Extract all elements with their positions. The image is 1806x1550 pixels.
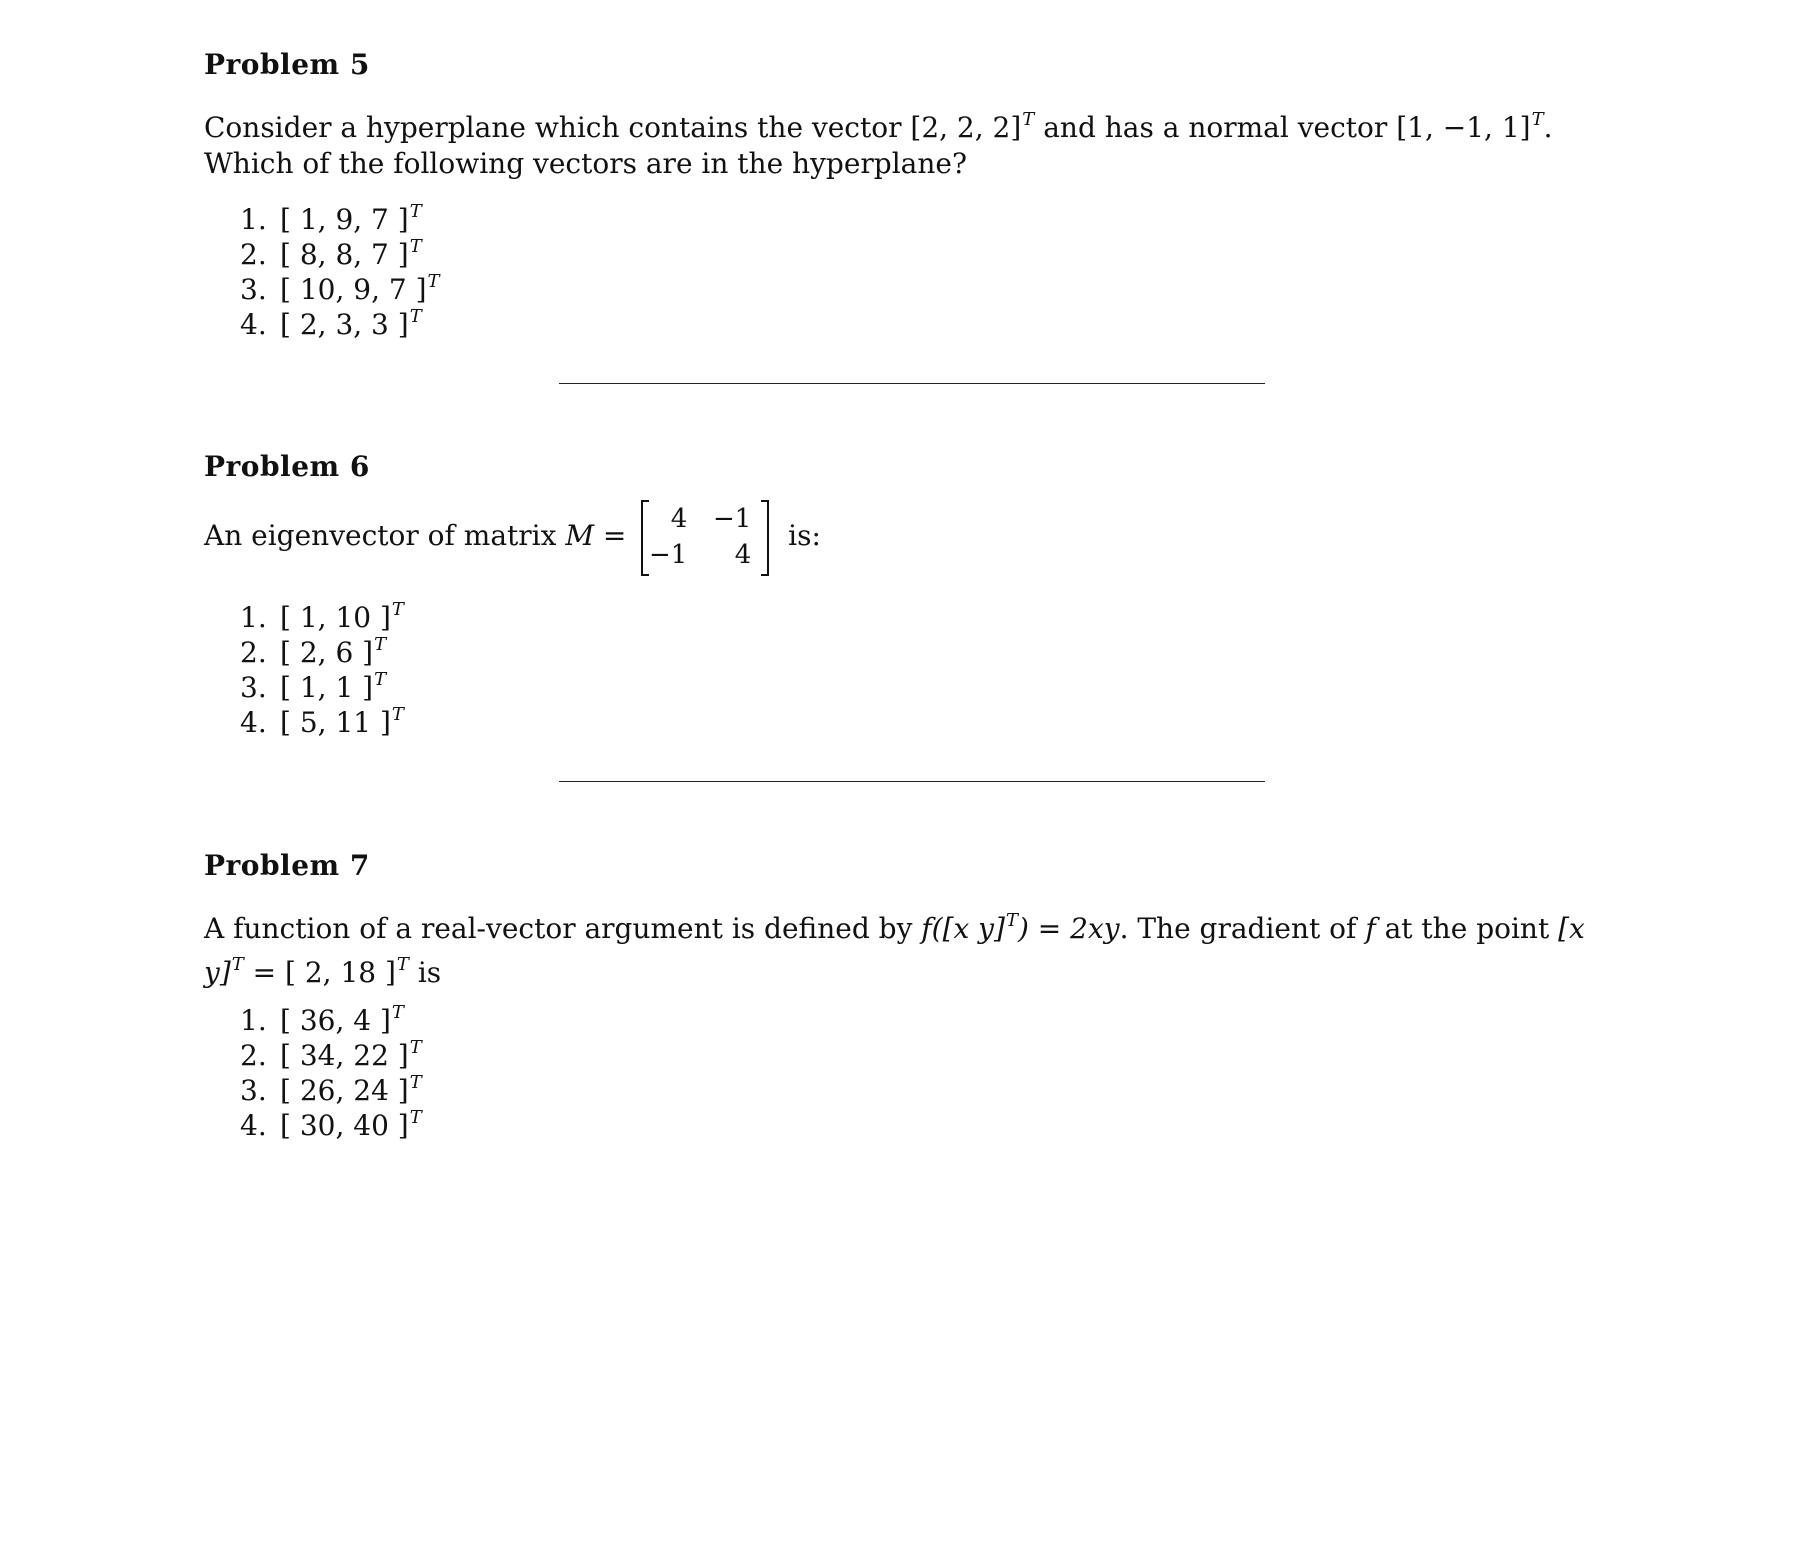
function-expression: f([x y]: [921, 912, 1005, 945]
choice-item[interactable]: [240, 194, 440, 236]
prompt-text: . The gradient of: [1119, 912, 1366, 945]
problem-5: [204, 48, 1644, 341]
prompt-text: A function of a real-vector argument is defined by: [204, 912, 922, 945]
choice-item[interactable]: [240, 1030, 422, 1072]
choice-item[interactable]: [240, 1065, 422, 1107]
right-bracket: [761, 500, 769, 576]
choice-item[interactable]: [240, 627, 404, 669]
transpose-mark: T: [231, 954, 244, 975]
section-divider: [559, 383, 1265, 384]
problem-prompt: [204, 496, 821, 576]
transpose-mark: T: [409, 201, 422, 222]
choice-value: [ 36, 4 ]: [280, 1004, 391, 1037]
choice-number: 1.: [240, 1004, 267, 1037]
prompt-text: is: [408, 956, 442, 989]
choice-item[interactable]: [240, 995, 422, 1037]
matrix-m: [641, 500, 769, 576]
choice-value: [ 10, 9, 7 ]: [280, 273, 427, 306]
transpose-mark: T: [1005, 910, 1018, 931]
prompt-text: and has a normal vector: [1034, 111, 1397, 144]
problem-7: [204, 849, 1644, 1142]
choice-number: 1.: [240, 601, 267, 634]
transpose-mark: T: [391, 704, 404, 725]
function-expression: ) = 2xy: [1017, 912, 1120, 945]
choice-value: [ 5, 11 ]: [280, 706, 391, 739]
transpose-mark: T: [391, 1002, 404, 1023]
problem-prompt: [204, 102, 1624, 182]
choice-list: [240, 194, 440, 341]
choice-number: 2.: [240, 636, 267, 669]
transpose-mark: T: [1531, 109, 1544, 130]
transpose-mark: T: [396, 954, 409, 975]
choice-number: 4.: [240, 706, 267, 739]
choice-number: 4.: [240, 1109, 267, 1142]
transpose-mark: T: [409, 306, 422, 327]
prompt-text: . Which of the following vectors are in the hyperplane?: [204, 111, 1553, 180]
choice-item[interactable]: [240, 592, 404, 634]
choice-item[interactable]: [240, 264, 440, 306]
choice-number: 1.: [240, 203, 267, 236]
prompt-text: Consider a hyperplane which contains the vector: [204, 111, 911, 144]
transpose-mark: T: [374, 669, 387, 690]
choice-value: [ 2, 3, 3 ]: [280, 308, 409, 341]
choice-value: [ 34, 22 ]: [280, 1039, 409, 1072]
choice-number: 4.: [240, 308, 267, 341]
prompt-text: An eigenvector of matrix: [204, 519, 566, 552]
section-divider: [559, 781, 1265, 782]
choice-item[interactable]: [240, 697, 404, 739]
choice-number: 3.: [240, 671, 267, 704]
transpose-mark: T: [1022, 109, 1035, 130]
problem-prompt: [204, 903, 1624, 991]
choice-number: 3.: [240, 273, 267, 306]
choice-value: [ 2, 6 ]: [280, 636, 374, 669]
transpose-mark: T: [409, 1037, 422, 1058]
prompt-text: at the point: [1375, 912, 1559, 945]
function-symbol: f: [1365, 912, 1376, 945]
choice-list: [240, 995, 422, 1142]
choice-value: [ 30, 40 ]: [280, 1109, 409, 1142]
choice-number: 3.: [240, 1074, 267, 1107]
choice-value: [ 8, 8, 7 ]: [280, 238, 409, 271]
matrix-variable: M: [565, 519, 594, 552]
transpose-mark: T: [374, 634, 387, 655]
choice-value: [ 1, 1 ]: [280, 671, 374, 704]
choice-list: [240, 592, 404, 739]
choice-number: 2.: [240, 238, 267, 271]
equals-sign: =: [594, 519, 636, 552]
vector-in-plane: [2, 2, 2]: [910, 111, 1022, 144]
choice-item[interactable]: [240, 299, 440, 341]
choice-value: [ 26, 24 ]: [280, 1074, 409, 1107]
choice-item[interactable]: [240, 662, 404, 704]
problem-6: [204, 450, 1644, 739]
point-variable: [x y]: [204, 912, 1585, 989]
choice-item[interactable]: [240, 229, 440, 271]
transpose-mark: T: [409, 236, 422, 257]
normal-vector: [1, −1, 1]: [1396, 111, 1531, 144]
transpose-mark: T: [427, 271, 440, 292]
prompt-text: is:: [779, 519, 821, 552]
matrix-cell: 4: [670, 503, 688, 534]
problem-title: Problem 5: [204, 48, 370, 81]
transpose-mark: T: [391, 599, 404, 620]
choice-value: [ 1, 9, 7 ]: [280, 203, 409, 236]
problem-title: Problem 7: [204, 849, 370, 882]
matrix-cell: −1: [648, 539, 688, 570]
matrix-cell: 4: [734, 539, 752, 570]
choice-item[interactable]: [240, 1100, 422, 1142]
choice-number: 2.: [240, 1039, 267, 1072]
point-value: = [ 2, 18 ]: [243, 956, 396, 989]
transpose-mark: T: [409, 1107, 422, 1128]
choice-value: [ 1, 10 ]: [280, 601, 391, 634]
transpose-mark: T: [409, 1072, 422, 1093]
problem-title: Problem 6: [204, 450, 370, 483]
matrix-cell: −1: [712, 503, 752, 534]
